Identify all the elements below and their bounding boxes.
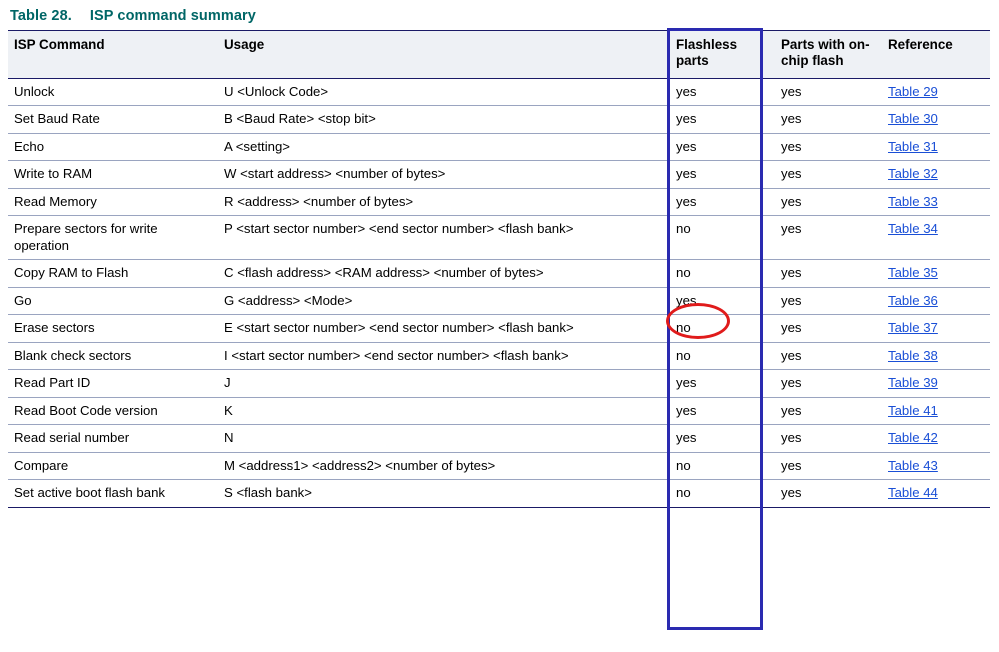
cell-command: Blank check sectors [8,342,218,370]
column-header-parts-with-onchip-flash: Parts with on-chip flash [775,31,882,79]
cell-reference [882,315,990,343]
cell-command: Set Baud Rate [8,106,218,134]
cell-usage: A <setting> [218,133,670,161]
table-row [8,315,990,343]
cell-command: Set active boot flash bank [8,480,218,508]
cell-flash: yes [775,315,882,343]
cell-reference [882,480,990,508]
cell-reference [882,216,990,260]
cell-reference [882,342,990,370]
reference-link[interactable]: Table 34 [888,221,938,237]
column-header-isp-command: ISP Command [8,31,218,79]
cell-reference [882,397,990,425]
cell-reference [882,370,990,398]
cell-usage: W <start address> <number of bytes> [218,161,670,189]
cell-reference [882,260,990,288]
cell-flashless: no [670,315,775,343]
cell-flashless: yes [670,78,775,106]
cell-flash: yes [775,342,882,370]
cell-flashless: no [670,452,775,480]
cell-flashless: no [670,342,775,370]
cell-flashless: no [670,260,775,288]
reference-link[interactable]: Table 36 [888,292,938,308]
cell-usage: M <address1> <address2> <number of bytes> [218,452,670,480]
cell-command: Erase sectors [8,315,218,343]
table-caption [10,8,991,24]
cell-usage: B <Baud Rate> <stop bit> [218,106,670,134]
cell-usage: N [218,425,670,453]
cell-flashless: yes [670,425,775,453]
cell-flash: yes [775,133,882,161]
cell-command: Read Part ID [8,370,218,398]
table-caption-number: Table 28. [10,8,72,24]
column-header-usage: Usage [218,31,670,79]
cell-flash: yes [775,161,882,189]
cell-flash: yes [775,216,882,260]
cell-flash: yes [775,260,882,288]
column-header-flashless-parts: Flashless parts [670,31,775,79]
cell-command: Read Memory [8,188,218,216]
cell-reference [882,161,990,189]
table-row [8,287,990,315]
cell-usage: J [218,370,670,398]
cell-reference [882,452,990,480]
cell-command: Read Boot Code version [8,397,218,425]
reference-link[interactable]: Table 42 [888,430,938,446]
table-header-row [8,31,990,79]
column-header-reference: Reference [882,31,990,79]
cell-flash: yes [775,287,882,315]
table-body [8,78,990,507]
table-row [8,106,990,134]
table-row [8,133,990,161]
table-row [8,216,990,260]
table-row [8,260,990,288]
cell-flashless: no [670,480,775,508]
cell-reference [882,133,990,161]
cell-flashless: yes [670,161,775,189]
cell-flash: yes [775,425,882,453]
cell-flash: yes [775,188,882,216]
cell-flashless: yes [670,133,775,161]
cell-flashless: yes [670,106,775,134]
cell-command: Write to RAM [8,161,218,189]
table-row [8,480,990,508]
cell-command: Go [8,287,218,315]
cell-flashless: yes [670,188,775,216]
reference-link[interactable]: Table 30 [888,111,938,127]
reference-link[interactable]: Table 31 [888,138,938,154]
cell-usage: C <flash address> <RAM address> <number of bytes> [218,260,670,288]
table-row [8,397,990,425]
cell-flashless: yes [670,370,775,398]
table-row [8,188,990,216]
table-caption-title: ISP command summary [89,8,256,24]
reference-link[interactable]: Table 35 [888,265,938,281]
cell-command: Unlock [8,78,218,106]
cell-flashless: yes [670,397,775,425]
table-row [8,342,990,370]
table-row [8,452,990,480]
cell-usage: P <start sector number> <end sector number> <flash bank> [218,216,670,260]
cell-usage: E <start sector number> <end sector number> <flash bank> [218,315,670,343]
cell-command: Prepare sectors for write operation [8,216,218,260]
cell-usage: I <start sector number> <end sector number> <flash bank> [218,342,670,370]
cell-usage: U <Unlock Code> [218,78,670,106]
cell-reference [882,425,990,453]
cell-flash: yes [775,452,882,480]
cell-flash: yes [775,397,882,425]
cell-command: Read serial number [8,425,218,453]
cell-reference [882,78,990,106]
table-row [8,370,990,398]
cell-usage: K [218,397,670,425]
cell-flash: yes [775,370,882,398]
cell-flash: yes [775,106,882,134]
table-row [8,161,990,189]
reference-link[interactable]: Table 38 [888,347,938,363]
reference-link[interactable]: Table 33 [888,193,938,209]
cell-flash: yes [775,480,882,508]
cell-reference [882,188,990,216]
table-row [8,425,990,453]
cell-flash: yes [775,78,882,106]
cell-usage: G <address> <Mode> [218,287,670,315]
cell-usage: R <address> <number of bytes> [218,188,670,216]
reference-link[interactable]: Table 39 [888,375,938,391]
cell-command: Echo [8,133,218,161]
reference-link[interactable]: Table 32 [888,166,938,182]
reference-link[interactable]: Table 44 [888,485,938,501]
reference-link[interactable]: Table 43 [888,457,938,473]
reference-link[interactable]: Table 29 [888,83,938,99]
cell-reference [882,106,990,134]
reference-link[interactable]: Table 41 [888,402,938,418]
cell-flashless: yes [670,287,775,315]
cell-reference [882,287,990,315]
cell-usage: S <flash bank> [218,480,670,508]
table-row [8,78,990,106]
cell-command: Compare [8,452,218,480]
isp-command-summary-table [8,30,990,508]
cell-command: Copy RAM to Flash [8,260,218,288]
cell-flashless: no [670,216,775,260]
reference-link[interactable]: Table 37 [888,320,938,336]
